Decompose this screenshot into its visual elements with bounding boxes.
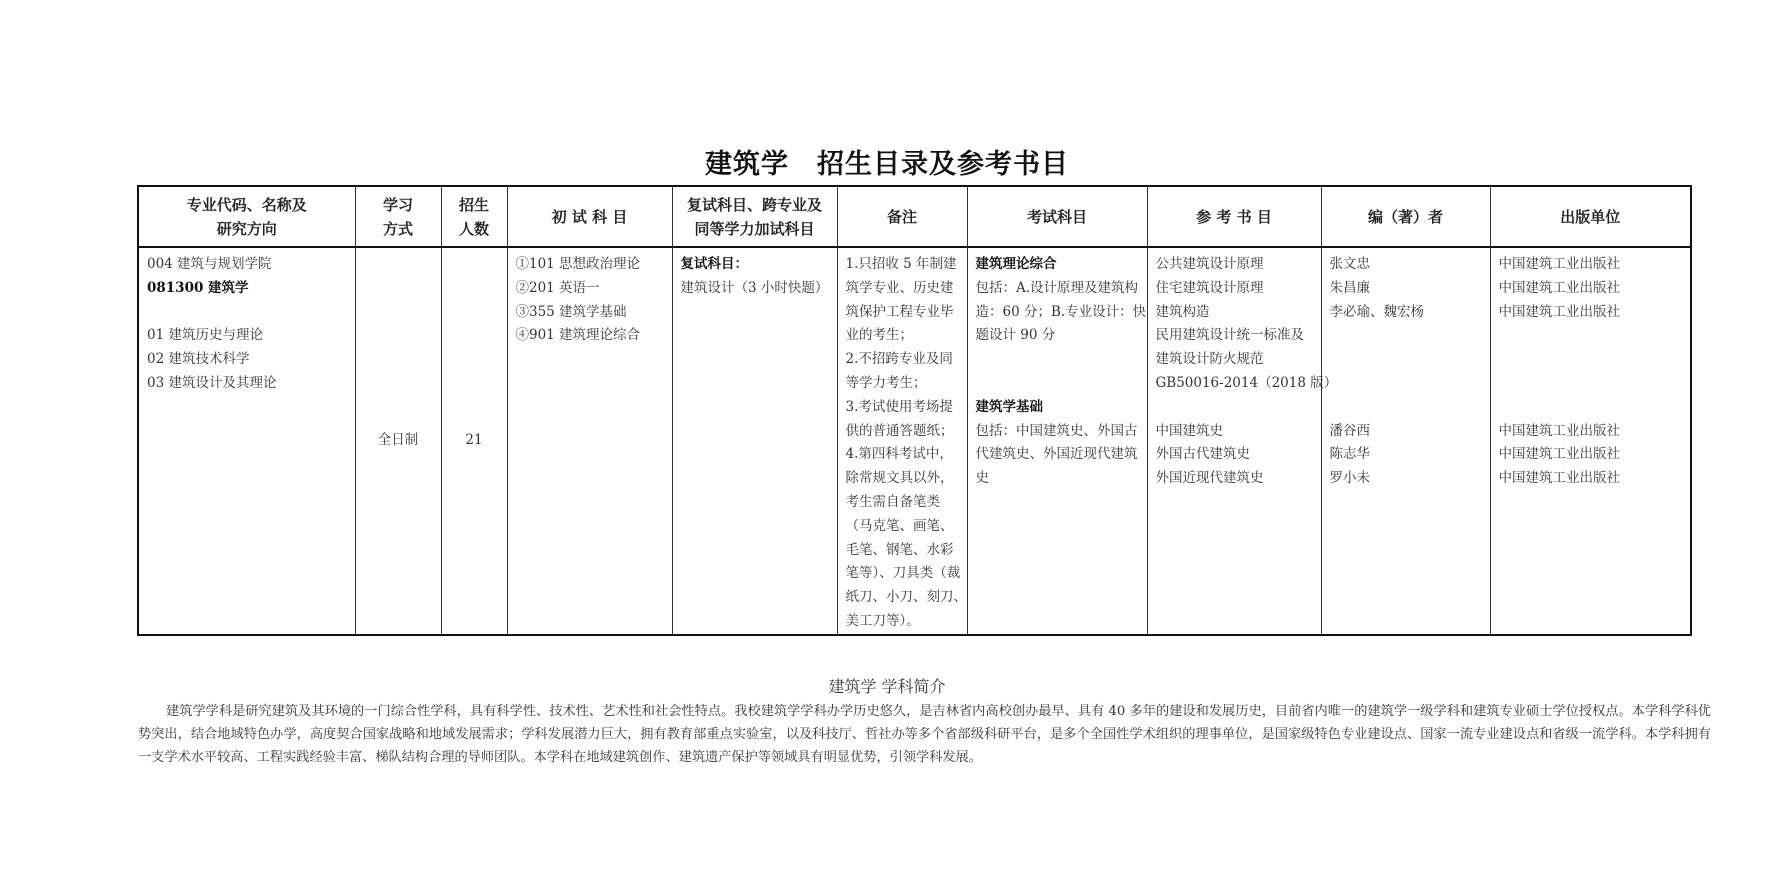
book-title: 外国近现代建筑史 [1155,470,1264,487]
note-line: 除常规文具以外， [845,470,954,487]
cell-reference-books [1147,247,1338,635]
book-title: 公共建筑设计原理 [1155,256,1264,272]
note-line: 业的考生； [845,327,913,344]
note-line: 筑学专业、历史建 [845,279,954,296]
note-line: 纸刀、小刀、刻刀、 [845,589,967,606]
table-row [138,247,1691,635]
research-direction: 02 建筑技术科学 [147,351,250,368]
header-exam-subject: 考试科目 [967,186,1147,247]
header-reference-books: 参 考 书 目 [1147,186,1321,247]
page-title [0,142,1774,181]
header-enrollment: 招生 人数 [441,186,507,247]
header-publisher: 出版单位 [1490,186,1691,247]
note-line: （马克笔、画笔、 [845,517,954,534]
retest-label: 复试科目： [680,256,748,272]
book-title: 中国建筑史 [1155,422,1223,439]
author-name: 潘谷西 [1329,422,1370,439]
major-code-name: 081300 建筑学 [147,279,249,296]
exam-subject-item: ①101 思想政治理论 [515,256,641,272]
exam-subject-detail: 代建筑史、外国近现代建筑 [975,446,1138,463]
header-retest: 复试科目、跨专业及 同等学力加试科目 [672,186,837,247]
book-title: 住宅建筑设计原理 [1155,279,1264,296]
cell-authors [1321,247,1490,635]
author-name: 罗小未 [1329,470,1370,487]
subject-intro-title: 建筑学 学科简介 [828,677,946,696]
note-line: 3.考试使用考场提 [845,398,953,415]
header-authors: 编（著）者 [1321,186,1490,247]
research-direction: 03 建筑设计及其理论 [147,374,277,391]
author-name: 朱昌廉 [1329,279,1370,296]
header-initial-exam: 初 试 科 目 [507,186,672,247]
cell-exam-subjects [967,247,1147,635]
cell-major [138,247,355,635]
note-line: 等学力考生； [845,374,927,391]
note-line: 美工刀等）。 [845,612,920,629]
publisher-name: 中国建筑工业出版社 [1498,446,1620,463]
publisher-name: 中国建筑工业出版社 [1498,470,1620,487]
admissions-catalog-table [137,185,1692,636]
cell-notes [837,247,967,635]
author-name: 陈志华 [1329,446,1370,463]
book-title: GB50016-2014（2018 版） [1155,374,1338,391]
publisher-name: 中国建筑工业出版社 [1498,279,1620,296]
page-title-subject: 建筑学 [705,149,789,180]
note-line: 2.不招跨专业及同 [845,351,953,368]
school-name: 004 建筑与规划学院 [147,256,272,272]
book-title: 建筑构造 [1155,303,1210,320]
exam-subject-item: ②201 英语一 [515,279,600,296]
exam-subject-item: ④901 建筑理论综合 [515,327,641,344]
book-title: 外国古代建筑史 [1155,446,1250,463]
book-title: 民用建筑设计统一标准及 [1155,327,1304,344]
cell-study-mode: 全日制 [355,247,441,635]
publisher-name: 中国建筑工业出版社 [1498,256,1620,272]
table-header-row [138,186,1691,247]
note-line: 供的普通答题纸； [845,422,954,439]
exam-subject-detail: 包括：A.设计原理及建筑构 [975,279,1139,296]
note-line: 筑保护工程专业毕 [845,303,954,320]
retest-subject: 建筑设计（3 小时快题） [680,279,829,296]
cell-retest [672,247,837,635]
subject-intro-body: 建筑学学科是研究建筑及其环境的一门综合性学科，具有科学性、技术性、艺术性和社会性特点。我校建筑学学科办学历史悠久，是吉林省内高校创办最早、具有 40 多年的建设和发展历史，目前省内唯一的建筑学一级学科和建筑专业硕士学位授权点。本学科学科优势突出，结合地域特色办学，高度契合国家战略和地域发展需求；学科发展潜力巨大，拥有教育部重点实验室，以及科技厅、哲社办等多个省部级科研平台，是多个全国性学术组织的理事单位，是国家级特色专业建设点、国家一流专业建设点和省级一流学科。本学科拥有一支学术水平较高、工程实践经验丰富、梯队结构合理的导师团队。本学科在地域建筑创作、建筑遗产保护等领域具有明显优势，引领学科发展。 [138,704,1711,766]
exam-subject-item: ③355 建筑学基础 [515,303,627,320]
exam-subject-name: 建筑理论综合 [975,256,1057,272]
note-line: 1.只招收 5 年制建 [845,256,957,272]
research-direction: 01 建筑历史与理论 [147,327,263,344]
publisher-name: 中国建筑工业出版社 [1498,303,1620,320]
cell-initial-exam [507,247,672,635]
exam-subject-detail: 造：60 分；B.专业设计：快 [975,303,1147,320]
header-study-mode: 学习 方式 [355,186,441,247]
cell-enrollment: 21 [441,247,507,635]
exam-subject-name: 建筑学基础 [975,398,1043,415]
cell-publishers [1490,247,1691,635]
publisher-name: 中国建筑工业出版社 [1498,422,1620,439]
author-name: 李必瑜、魏宏杨 [1329,303,1424,320]
note-line: 4.第四科考试中， [845,446,953,463]
author-name: 张文忠 [1329,256,1370,272]
book-title: 建筑设计防火规范 [1155,351,1264,368]
subject-intro-paragraph [138,700,1711,770]
header-notes: 备注 [837,186,967,247]
header-major: 专业代码、名称及 研究方向 [138,186,355,247]
note-line: 笔等）、刀具类（裁 [845,565,961,582]
exam-subject-detail: 包括：中国建筑史、外国古 [975,422,1138,439]
exam-subject-detail: 题设计 90 分 [975,327,1056,344]
note-line: 毛笔、钢笔、水彩 [845,541,954,558]
page-title-main: 招生目录及参考书目 [817,149,1069,180]
note-line: 考生需自备笔类 [845,493,940,510]
exam-subject-detail: 史 [975,470,989,487]
